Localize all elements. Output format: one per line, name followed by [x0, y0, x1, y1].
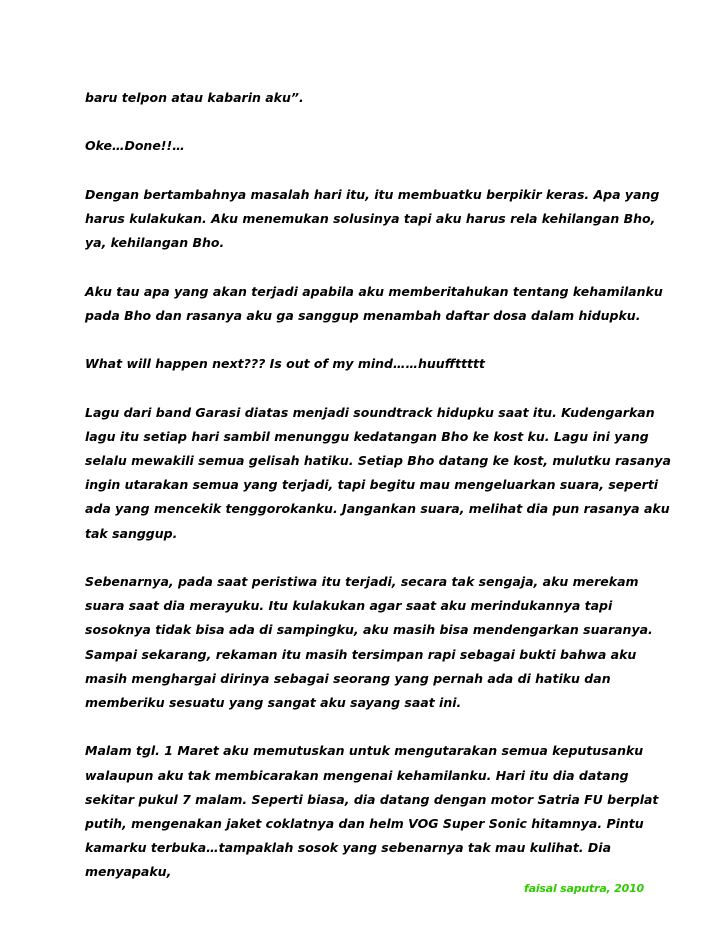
text-line: menyapaku,	[85, 864, 172, 880]
text-line: tak sanggup.	[85, 525, 178, 541]
text-line: memberiku sesuatu yang sangat aku sayang saat ini.	[85, 694, 462, 710]
text-line: Malam tgl. 1 Maret aku memutuskan untuk mengutarakan semua keputusanku	[85, 743, 644, 759]
text-line: What will happen next??? Is out of my mind……huuffttttt	[85, 356, 485, 372]
paragraph	[85, 134, 660, 158]
text-line: sosoknya tidak bisa ada di sampingku, aku masih bisa mendengarkan suaranya.	[85, 622, 653, 638]
author-signature: faisal saputra, 2010	[524, 882, 644, 895]
text-line: harus kulakukan. Aku menemukan solusinya tapi aku harus rela kehilangan Bho,	[85, 210, 656, 226]
text-line: walaupun aku tak membicarakan mengenai kehamilanku. Hari itu dia datang	[85, 767, 629, 783]
document-body	[85, 86, 671, 909]
text-line: Sampai sekarang, rekaman itu masih tersimpan rapi sebagai bukti bahwa aku	[85, 646, 637, 662]
text-line: ingin utarakan semua yang terjadi, tapi begitu mau mengeluarkan suara, seperti	[85, 477, 659, 493]
text-line: lagu itu setiap hari sambil menunggu kedatangan Bho ke kost ku. Lagu ini yang	[85, 428, 649, 444]
text-line: sekitar pukul 7 malam. Seperti biasa, dia datang dengan motor Satria FU berplat	[85, 791, 659, 807]
text-line: baru telpon atau kabarin aku”.	[85, 90, 304, 105]
paragraph	[85, 280, 663, 328]
text-line: Sebenarnya, pada saat peristiwa itu terjadi, secara tak sengaja, aku merekam	[85, 573, 639, 589]
text-line: Lagu dari band Garasi diatas menjadi soundtrack hidupku saat itu. Kudengarkan	[85, 404, 655, 420]
text-line: ada yang mencekik tenggorokanku. Jangankan suara, melihat dia pun rasanya aku	[85, 501, 670, 517]
text-line: Oke…Done!!…	[85, 138, 185, 154]
text-line: kamarku terbuka…tampaklah sosok yang sebenarnya tak mau kulihat. Dia	[85, 840, 612, 856]
text-line: Dengan bertambahnya masalah hari itu, itu membuatku berpikir keras. Apa yang	[85, 186, 660, 202]
paragraph	[85, 401, 671, 546]
text-line: pada Bho dan rasanya aku ga sanggup menambah daftar dosa dalam hidupku.	[85, 307, 641, 323]
text-line: ya, kehilangan Bho.	[85, 235, 225, 251]
text-line: putih, mengenakan jaket coklatnya dan helm VOG Super Sonic hitamnya. Pintu	[85, 815, 644, 831]
text-line: Aku tau apa yang akan terjadi apabila aku memberitahukan tentang kehamilanku	[85, 283, 663, 299]
paragraph	[85, 739, 660, 884]
paragraph	[85, 183, 660, 256]
paragraph	[85, 86, 660, 110]
text-line: selalu mewakili semua gelisah hatiku. Setiap Bho datang ke kost, mulutku rasanya	[85, 452, 671, 468]
text-line: suara saat dia merayuku. Itu kulakukan agar saat aku merindukannya tapi	[85, 598, 613, 614]
paragraph	[85, 352, 660, 376]
paragraph	[85, 570, 660, 715]
text-line: masih menghargai dirinya sebagai seorang yang pernah ada di hatiku dan	[85, 670, 611, 686]
